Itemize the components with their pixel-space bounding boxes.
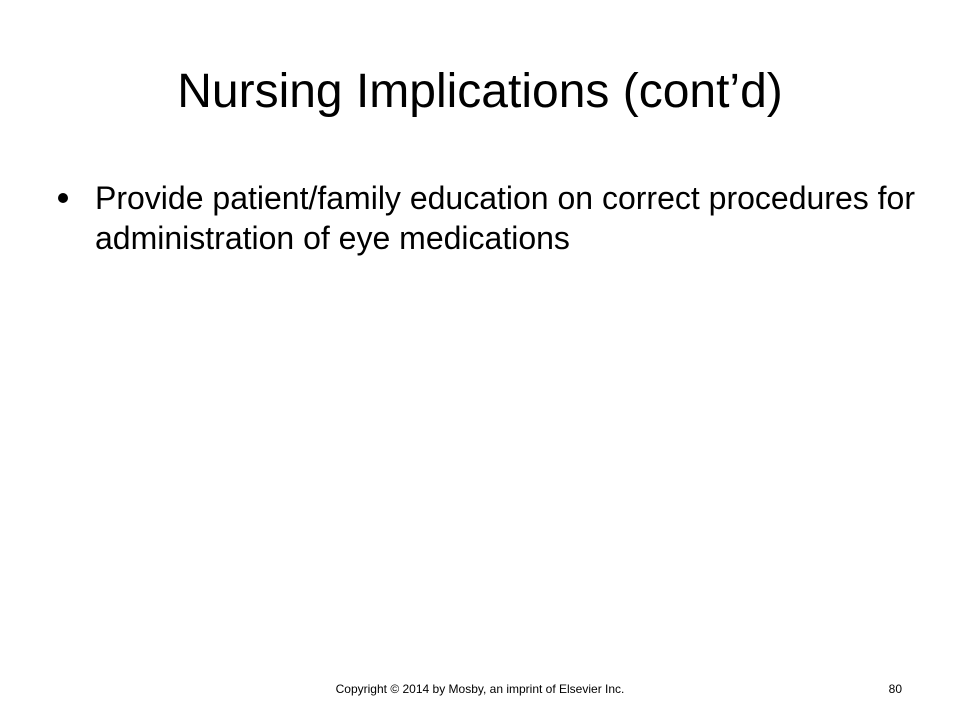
slide-title: Nursing Implications (cont’d) [177, 65, 783, 118]
page-number: 80 [888, 682, 902, 696]
bullet-item [58, 178, 918, 258]
bullet-dot-icon [58, 193, 68, 203]
bullet-text: Provide patient/family education on correct procedures for administration of eye medications [95, 180, 915, 256]
bullet-list [58, 178, 918, 258]
slide-footer [0, 679, 960, 699]
copyright-notice: Copyright © 2014 by Mosby, an imprint of Elsevier Inc. [335, 682, 625, 696]
